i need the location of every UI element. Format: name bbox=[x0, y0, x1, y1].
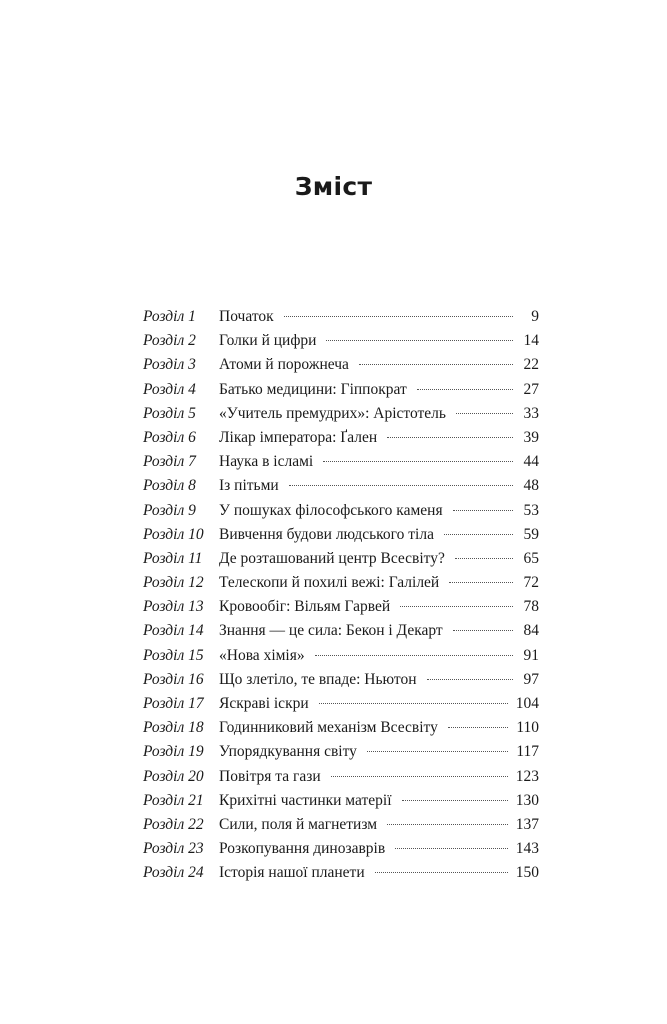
dot-leader bbox=[395, 848, 508, 849]
chapter-title: Атоми й порожнеча bbox=[219, 356, 349, 374]
toc-entry bbox=[143, 716, 539, 740]
chapter-label: Розділ 9 bbox=[143, 501, 196, 519]
dot-leader bbox=[453, 630, 513, 631]
chapter-label: Розділ 22 bbox=[143, 815, 204, 833]
chapter-title: Лікар імператора: Ґален bbox=[219, 428, 378, 446]
chapter-title: Початок bbox=[219, 308, 274, 325]
dot-leader bbox=[402, 800, 508, 801]
chapter-label: Розділ 19 bbox=[143, 743, 204, 761]
chapter-title: Упорядкування світу bbox=[219, 743, 357, 761]
chapter-title: Повітря та гази bbox=[219, 767, 321, 785]
page-number: 110 bbox=[516, 719, 539, 737]
table-of-contents bbox=[143, 305, 539, 886]
toc-entry bbox=[143, 402, 539, 426]
page-number: 9 bbox=[531, 308, 539, 325]
dot-leader bbox=[319, 703, 508, 704]
page-number: 33 bbox=[523, 404, 539, 422]
page-number: 123 bbox=[515, 767, 539, 785]
toc-entry bbox=[143, 765, 539, 789]
dot-leader bbox=[449, 582, 513, 583]
toc-entry bbox=[143, 644, 539, 668]
chapter-label: Розділ 6 bbox=[143, 428, 196, 446]
chapter-label: Розділ 15 bbox=[143, 646, 204, 664]
page-number: 104 bbox=[515, 695, 539, 712]
dot-leader bbox=[453, 510, 513, 511]
chapter-title: Телескопи й похилі вежі: Галілей bbox=[219, 574, 440, 592]
dot-leader bbox=[359, 364, 513, 365]
dot-leader bbox=[400, 606, 513, 607]
dot-leader bbox=[315, 655, 513, 656]
chapter-label: Розділ 8 bbox=[143, 477, 196, 495]
toc-entry bbox=[143, 547, 539, 571]
chapter-label: Розділ 16 bbox=[143, 670, 204, 688]
dot-leader bbox=[326, 340, 513, 341]
chapter-label: Розділ 17 bbox=[143, 695, 204, 712]
toc-entry bbox=[143, 861, 539, 885]
toc-entry bbox=[143, 789, 539, 813]
page-number: 53 bbox=[523, 501, 539, 519]
chapter-label: Розділ 12 bbox=[143, 574, 204, 592]
toc-entry bbox=[143, 329, 539, 353]
chapter-title: У пошуках філософського каменя bbox=[219, 501, 443, 519]
chapter-label: Розділ 23 bbox=[143, 840, 204, 858]
dot-leader bbox=[331, 776, 508, 777]
dot-leader bbox=[375, 872, 508, 873]
page-number: 117 bbox=[516, 743, 539, 761]
toc-entry bbox=[143, 740, 539, 764]
chapter-label: Розділ 3 bbox=[143, 356, 196, 374]
toc-entry bbox=[143, 353, 539, 377]
page-number: 14 bbox=[523, 332, 539, 350]
chapter-title: Наука в ісламі bbox=[219, 453, 314, 471]
page-number: 97 bbox=[523, 670, 539, 688]
chapter-title: Яскраві іскри bbox=[219, 695, 309, 712]
toc-entry bbox=[143, 595, 539, 619]
chapter-title: Годинниковий механізм Всесвіту bbox=[219, 719, 438, 737]
chapter-label: Розділ 18 bbox=[143, 719, 204, 737]
dot-leader bbox=[367, 751, 508, 752]
chapter-label: Розділ 2 bbox=[143, 332, 196, 350]
page-number: 65 bbox=[523, 549, 539, 567]
page-number: 48 bbox=[523, 477, 539, 495]
page-number: 150 bbox=[515, 864, 539, 882]
page-number: 84 bbox=[523, 622, 539, 640]
toc-entry bbox=[143, 619, 539, 643]
chapter-label: Розділ 10 bbox=[143, 525, 204, 543]
dot-leader bbox=[427, 679, 513, 680]
page-number: 22 bbox=[523, 356, 539, 374]
dot-leader bbox=[444, 534, 513, 535]
chapter-title: Крихітні частинки матерії bbox=[219, 791, 392, 809]
toc-entry bbox=[143, 571, 539, 595]
dot-leader bbox=[417, 389, 513, 390]
page-number: 91 bbox=[523, 646, 539, 664]
page-number: 78 bbox=[523, 598, 539, 616]
page-number: 143 bbox=[515, 840, 539, 858]
chapter-title: «Нова хімія» bbox=[219, 646, 305, 664]
chapter-label: Розділ 5 bbox=[143, 404, 196, 422]
chapter-title: Батько медицини: Гіппократ bbox=[219, 380, 407, 398]
page-number: 39 bbox=[523, 428, 539, 446]
chapter-label: Розділ 14 bbox=[143, 622, 204, 640]
chapter-title: Історія нашої планети bbox=[219, 864, 365, 882]
dot-leader bbox=[289, 485, 513, 486]
chapter-title: Сили, поля й магнетизм bbox=[219, 815, 378, 833]
page-number: 137 bbox=[515, 815, 539, 833]
dot-leader bbox=[448, 727, 508, 728]
chapter-label: Розділ 21 bbox=[143, 791, 204, 809]
chapter-label: Розділ 20 bbox=[143, 767, 204, 785]
toc-entry bbox=[143, 523, 539, 547]
toc-entry bbox=[143, 474, 539, 498]
chapter-label: Розділ 24 bbox=[143, 864, 204, 882]
toc-entry bbox=[143, 813, 539, 837]
dot-leader bbox=[323, 461, 513, 462]
dot-leader bbox=[387, 824, 508, 825]
chapter-title: Вивчення будови людського тіла bbox=[219, 525, 434, 543]
toc-entry bbox=[143, 426, 539, 450]
chapter-title: Знання — це сила: Бекон і Декарт bbox=[219, 622, 443, 640]
toc-entry bbox=[143, 305, 539, 329]
page-number: 44 bbox=[523, 453, 539, 471]
chapter-label: Розділ 13 bbox=[143, 598, 204, 616]
toc-entry bbox=[143, 499, 539, 523]
dot-leader bbox=[284, 316, 513, 317]
page-title: Зміст bbox=[294, 172, 373, 201]
toc-entry bbox=[143, 450, 539, 474]
page-number: 130 bbox=[515, 791, 539, 809]
chapter-title: Із пітьми bbox=[219, 477, 279, 495]
toc-entry bbox=[143, 692, 539, 716]
chapter-label: Розділ 1 bbox=[143, 308, 196, 325]
toc-entry bbox=[143, 378, 539, 402]
page-number: 72 bbox=[523, 574, 539, 592]
chapter-title: Де розташований центр Всесвіту? bbox=[219, 549, 445, 567]
chapter-title: Кровообіг: Вільям Гарвей bbox=[219, 598, 391, 616]
toc-entry bbox=[143, 837, 539, 861]
chapter-title: «Учитель премудрих»: Арістотель bbox=[219, 404, 446, 422]
chapter-title: Що злетіло, те впаде: Ньютон bbox=[219, 670, 417, 688]
toc-entry bbox=[143, 668, 539, 692]
chapter-title: Розкопування динозаврів bbox=[219, 840, 386, 858]
page-number: 27 bbox=[523, 380, 539, 398]
page-number: 59 bbox=[523, 525, 539, 543]
dot-leader bbox=[387, 437, 513, 438]
dot-leader bbox=[455, 558, 513, 559]
dot-leader bbox=[456, 413, 513, 414]
chapter-title: Голки й цифри bbox=[219, 332, 317, 350]
chapter-label: Розділ 4 bbox=[143, 380, 196, 398]
chapter-label: Розділ 11 bbox=[143, 549, 203, 567]
chapter-label: Розділ 7 bbox=[143, 453, 196, 471]
